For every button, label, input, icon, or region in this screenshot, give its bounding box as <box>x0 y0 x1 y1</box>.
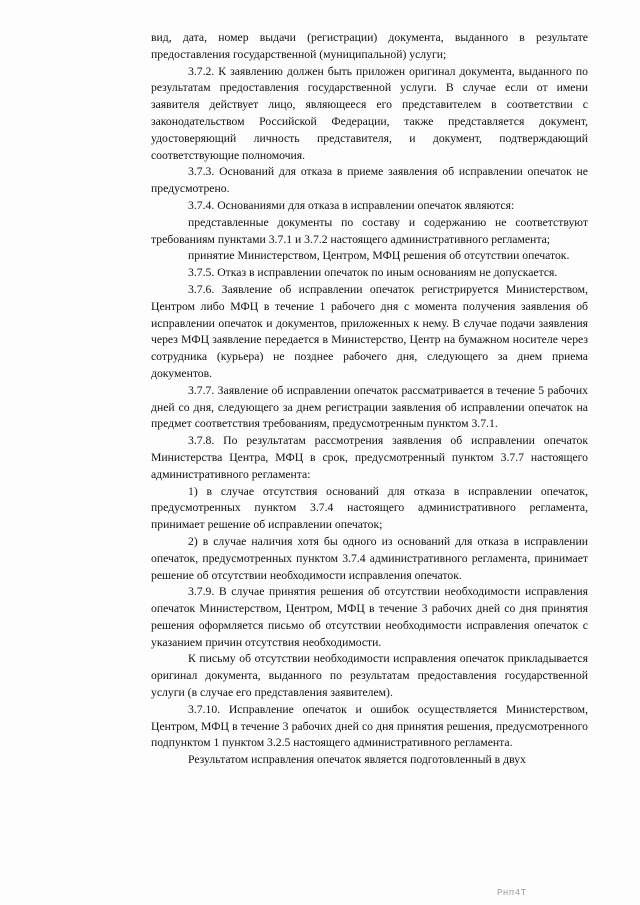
paragraph-3-7-4: 3.7.4. Основаниями для отказа в исправлении опечаток являются: <box>188 198 515 212</box>
paragraph-3-7-4-item-2: принятие Министерством, Центром, МФЦ решения об отсутствии опечаток. <box>188 249 570 263</box>
paragraph-3-7-6: 3.7.6. Заявление об исправлении опечаток регистрируется Министерством, Центром либо МФЦ в течение 1 рабочего дня с момента получения заявления об исправлении опечаток и документов, приложенных к нему. В случае подачи заявления через МФЦ заявление передается в Министерство, Центр на бумажном носителе через сотрудника (курьера) не позднее рабочего дня, следующего за днем приема документов. <box>151 282 588 380</box>
document-body <box>151 30 588 769</box>
paragraph-3-7-2: 3.7.2. К заявлению должен быть приложен оригинал документа, выданного по результатам предоставления государственной услуги. В случае если от имени заявителя действует лицо, являющееся его представителем в соответствии с законодательством Российской Федерации, также представляется документ, удостоверяющий личность представителя, и документ, подтверждающий соответствующие полномочия. <box>151 64 588 162</box>
footer-stamp: Рнп4Т <box>497 888 527 898</box>
paragraph-3-7-5: 3.7.5. Отказ в исправлении опечаток по иным основаниям не допускается. <box>188 266 558 280</box>
paragraph-3-7-7: 3.7.7. Заявление об исправлении опечаток рассматривается в течение 5 рабочих дней со дня, следующего за днем регистрации заявления об исправлении опечаток на предмет соответствия требованиям, предусмотренным пунктом 3.7.1. <box>151 383 588 431</box>
paragraph-3-7-8-item-2: 2) в случае наличия хотя бы одного из оснований для отказа в исправлении опечаток, предусмотренных пунктом 3.7.4 административного регламента, принимает решение об отсутствии необходимости исправления опечаток. <box>151 534 588 582</box>
paragraph-3-7-9-letter: К письму об отсутствии необходимости исправления опечаток прикладывается оригинал документа, выданного по результатам предоставления государственной услуги (в случае его представления заявителем). <box>151 652 588 700</box>
paragraph-result: Результатом исправления опечаток является подготовленный в двух <box>188 753 526 767</box>
paragraph-3-7-4-item-1: представленные документы по составу и содержанию не соответствуют требованиям пунктами 3.7.1 и 3.7.2 настоящего административного регламента; <box>151 215 588 246</box>
paragraph-continuation: вид, дата, номер выдачи (регистрации) документа, выданного в результате предоставления государственной (муниципальной) услуги; <box>151 31 588 61</box>
paragraph-3-7-3: 3.7.3. Оснований для отказа в приеме заявления об исправлении опечаток не предусмотрено. <box>151 165 588 196</box>
paragraph-3-7-8-item-1: 1) в случае отсутствия оснований для отказа в исправлении опечаток, предусмотренных пунктом 3.7.4 настоящего административного регламента, принимает решение об исправлении опечаток; <box>151 484 588 532</box>
paragraph-3-7-10: 3.7.10. Исправление опечаток и ошибок осуществляется Министерством, Центром, МФЦ в течение 3 рабочих дней со дня принятия решения, предусмотренного подпунктом 1 пунктом 3.2.5 настоящего административного регламента. <box>151 702 588 750</box>
paragraph-3-7-8: 3.7.8. По результатам рассмотрения заявления об исправлении опечаток Министерства Центра, МФЦ в срок, предусмотренный пунктом 3.7.7 настоящего административного регламента: <box>151 434 588 481</box>
paragraph-3-7-9: 3.7.9. В случае принятия решения об отсутствии необходимости исправления опечаток Министерством, Центром, МФЦ в течение 3 рабочих дней со дня принятия решения оформляется письмо об отсутствии необходимости исправления опечаток с указанием причин отсутствия необходимости. <box>151 585 588 649</box>
